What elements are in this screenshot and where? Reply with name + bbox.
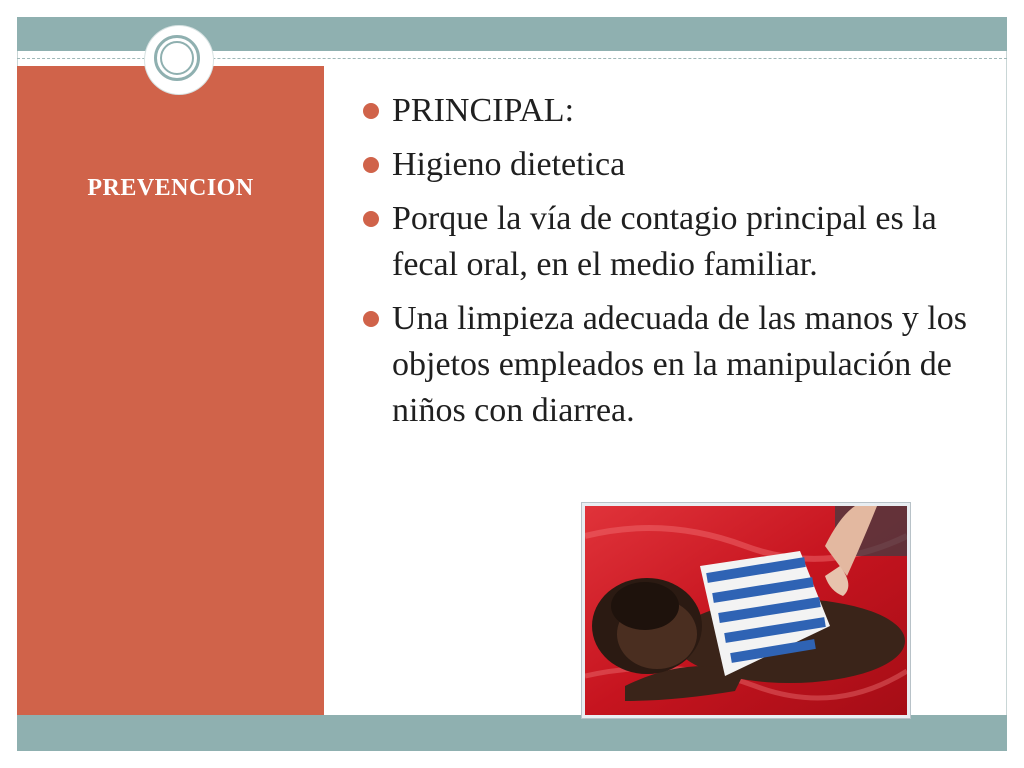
child-photo	[582, 503, 910, 718]
bullet-item	[360, 142, 990, 188]
circle-emblem-icon	[145, 26, 213, 94]
bullet-list	[360, 88, 990, 434]
bullet-dot-icon	[363, 211, 379, 227]
bullet-item	[360, 196, 990, 288]
bottom-band	[17, 715, 1007, 751]
bullet-dot-icon	[363, 311, 379, 327]
side-panel	[17, 66, 324, 715]
bullet-text: Una limpieza adecuada de las manos y los objetos empleados en la manipulación de niños con diarrea.	[392, 300, 967, 429]
bullet-text: Higieno dietetica	[392, 146, 626, 183]
bullet-dot-icon	[363, 157, 379, 173]
content-area	[360, 88, 990, 442]
bullet-item	[360, 88, 990, 134]
child-photo-illustration	[585, 506, 907, 715]
bullet-text: PRINCIPAL:	[392, 92, 575, 129]
bullet-text: Porque la vía de contagio principal es la fecal oral, en el medio familiar.	[392, 200, 937, 283]
side-title: PREVENCION	[87, 175, 254, 201]
bullet-dot-icon	[363, 103, 379, 119]
bullet-item	[360, 296, 990, 434]
